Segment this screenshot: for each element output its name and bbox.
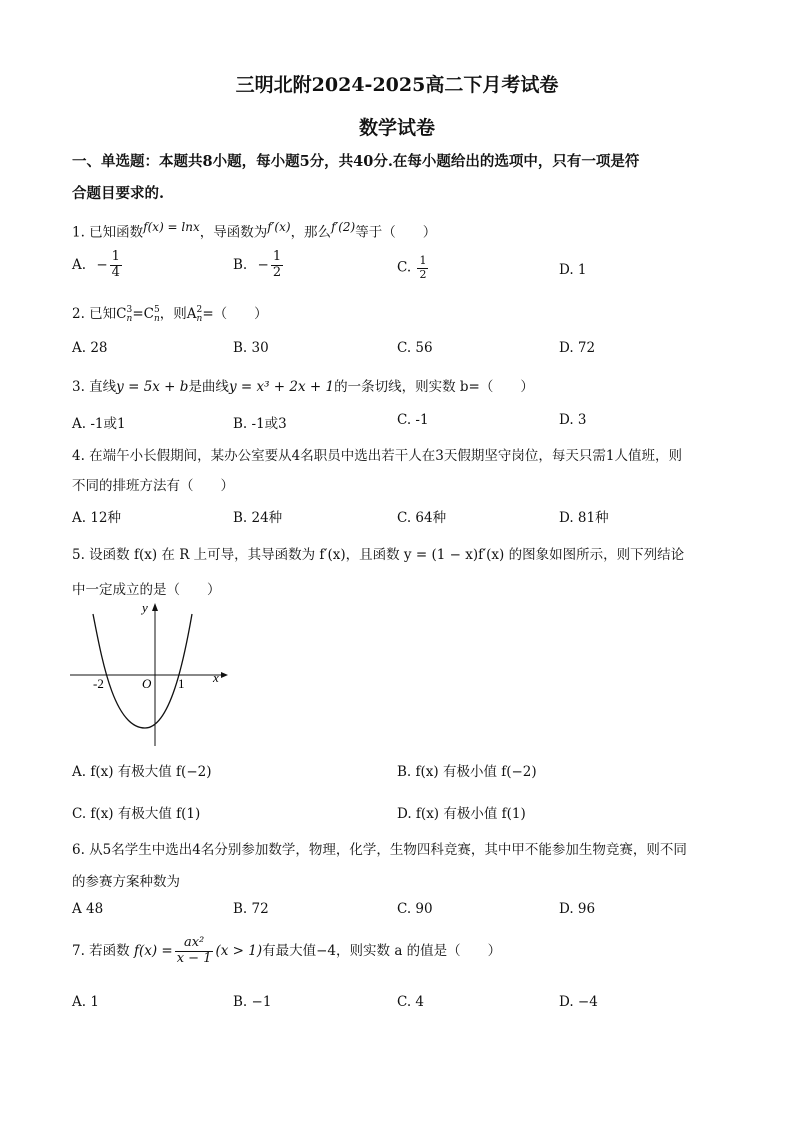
q3-line-eq: y = 5x + b <box>116 379 189 395</box>
q1-b-num: 1 <box>272 249 282 264</box>
q2-option-a: A. 28 <box>72 340 108 356</box>
q1-option-b <box>233 250 285 281</box>
tick-label-neg2: -2 <box>93 676 104 691</box>
q3-option-c: C. -1 <box>397 412 429 428</box>
q1-end: 等于（ ） <box>355 224 437 241</box>
y-axis-arrow <box>152 603 158 611</box>
q4-option-d: D. 81种 <box>559 510 609 526</box>
q2-a-sup: 2 <box>196 304 203 315</box>
q5-option-b: B. f(x) 有极小值 f(−2) <box>397 764 537 780</box>
q7-option-a: A. 1 <box>72 994 99 1010</box>
q7-condition: (x > 1) <box>215 942 263 959</box>
q1-a-num: 1 <box>111 249 120 264</box>
q1-derivative: f′(x) <box>267 220 291 234</box>
q3-curve-eq: y = x³ + 2x + 1 <box>228 379 335 395</box>
q5-function-graph <box>66 600 232 750</box>
q2-a-sub: n <box>196 313 203 324</box>
question-4-line1: 4. 在端午小长假期间，某办公室要从4名职员中选出若干人在3天假期坚守岗位，每天只需1人值班，则 <box>72 448 682 464</box>
q7-fraction <box>175 936 214 967</box>
page-subtitle: 数学试卷 <box>358 117 435 139</box>
q1-b-fraction <box>271 250 283 281</box>
q7-end: 有最大值−4，则实数 a 的值是（ ） <box>262 942 502 959</box>
q6-option-b: B. 72 <box>233 901 269 917</box>
page-title: 三明北附2024-2025高二下月考试卷 <box>235 74 559 96</box>
question-6-line2: 的参赛方案种数为 <box>72 874 180 890</box>
origin-label: O <box>142 676 152 691</box>
y-axis-label: y <box>142 600 148 615</box>
q2-end: =（ ） <box>202 306 268 322</box>
x-axis-arrow <box>221 672 228 678</box>
question-1-stem <box>72 220 436 241</box>
q6-option-d: D. 96 <box>559 901 596 917</box>
q1-mid: ，导函数为 <box>199 224 268 241</box>
q2-option-d: D. 72 <box>559 340 596 356</box>
q1-prefix: 1. 已知函数 <box>72 224 144 241</box>
q4-option-c: C. 64种 <box>397 510 447 526</box>
question-6-line1: 6. 从5名学生中选出4名分别参加数学，物理，化学，生物四科竞赛，其中甲不能参加生物竞赛，则不同 <box>72 842 687 858</box>
q1-c-den: 2 <box>419 267 427 281</box>
q7-numerator: ax² <box>175 936 214 952</box>
q6-option-c: C. 90 <box>397 901 433 917</box>
q2-eq: =C <box>132 306 154 322</box>
q2-option-c: C. 56 <box>397 340 433 356</box>
q1-a-den: 4 <box>111 264 120 280</box>
q1-a-sign: − <box>96 256 108 273</box>
q2-c-sub2: n <box>153 313 160 324</box>
section-heading-line1: 一、单选题：本题共8小题，每小题5分，共40分.在每小题给出的选项中，只有一项是符 <box>72 153 640 170</box>
q3-option-d: D. 3 <box>559 412 587 428</box>
q2-c-sup2: 5 <box>153 304 160 315</box>
q1-derivative-at-2: f′(2) <box>331 220 356 234</box>
q2-prefix: 2. 已知C <box>72 306 127 322</box>
question-7-stem <box>72 936 501 967</box>
q3-mid: 是曲线 <box>188 379 229 395</box>
q1-option-d: D. 1 <box>559 262 587 278</box>
q1-b-label: B. <box>233 256 248 273</box>
q1-a-fraction <box>110 250 122 281</box>
q5-curve <box>93 614 192 728</box>
q3-prefix: 3. 直线 <box>72 379 117 395</box>
q1-c-num: 1 <box>419 254 427 267</box>
q1-b-sign: − <box>257 256 269 273</box>
question-5-line2: 中一定成立的是（ ） <box>72 582 221 598</box>
q5-option-c: C. f(x) 有极大值 f(1) <box>72 806 201 822</box>
q2-c-sup1: 3 <box>126 304 133 315</box>
question-5-line1: 5. 设函数 f(x) 在 R 上可导，其导函数为 f′(x)，且函数 y = (1 − x)f′(x) 的图象如图所示，则下列结论 <box>72 547 685 563</box>
q7-option-b: B. −1 <box>233 994 272 1010</box>
q1-option-c <box>397 255 430 281</box>
q7-fx: f(x) = <box>133 942 173 959</box>
q3-option-b: B. -1或3 <box>233 416 287 432</box>
tick-label-1: 1 <box>178 676 185 691</box>
q5-option-d: D. f(x) 有极小值 f(1) <box>397 806 526 822</box>
section-heading-line2: 合题目要求的. <box>72 185 165 202</box>
x-axis-label: x <box>213 670 219 685</box>
q3-end: 的一条切线，则实数 b=（ ） <box>334 379 534 395</box>
q2-c-sub1: n <box>126 313 133 324</box>
question-3-stem <box>72 375 534 395</box>
q1-c-fraction <box>417 255 428 281</box>
q1-option-a <box>72 250 124 281</box>
q7-option-c: C. 4 <box>397 994 425 1010</box>
q1-function: f(x) = lnx <box>143 220 200 234</box>
q1-a-label: A. <box>72 256 87 273</box>
q1-b-den: 2 <box>272 264 282 280</box>
q7-denominator: x − 1 <box>176 950 212 966</box>
q7-option-d: D. −4 <box>559 994 598 1010</box>
q4-option-a: A. 12种 <box>72 510 122 526</box>
q1-mid2: ，那么 <box>290 224 332 241</box>
q1-c-label: C. <box>397 259 412 276</box>
q7-prefix: 7. 若函数 <box>72 942 130 959</box>
q2-option-b: B. 30 <box>233 340 269 356</box>
q5-option-a: A. f(x) 有极大值 f(−2) <box>72 764 212 780</box>
question-4-line2: 不同的排班方法有（ ） <box>72 478 234 494</box>
q6-option-a: A 48 <box>72 901 104 917</box>
q4-option-b: B. 24种 <box>233 510 283 526</box>
q2-mid: ，则A <box>159 306 197 322</box>
question-2-stem <box>72 302 268 324</box>
q3-option-a: A. -1或1 <box>72 416 126 432</box>
